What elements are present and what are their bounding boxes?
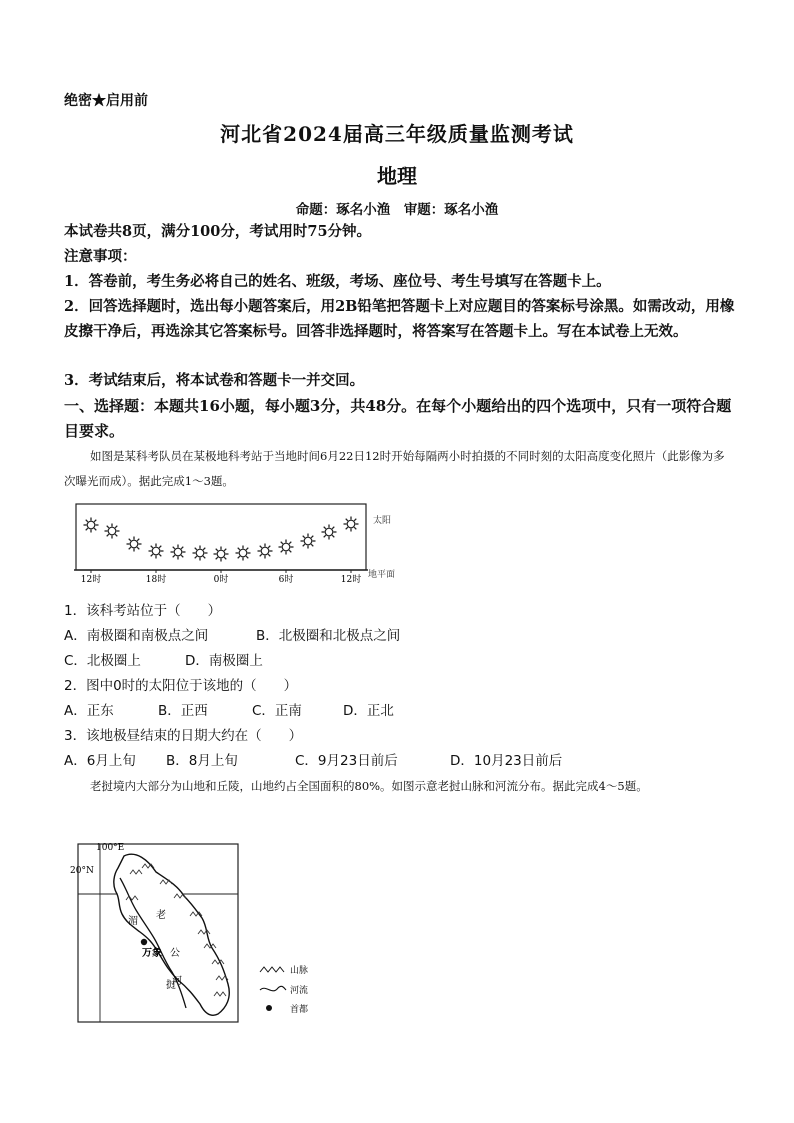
sun-series: [84, 517, 359, 562]
legend-river-label: 河流: [290, 986, 309, 996]
capital-label: 万象: [142, 948, 162, 959]
latitude-label: 20°N: [70, 866, 94, 876]
sun-exposure: [301, 534, 316, 549]
sun-exposure: [214, 547, 229, 562]
legend-capital-label: 首都: [290, 1005, 309, 1015]
longitude-label: 100°E: [96, 843, 125, 853]
sun-exposure: [236, 546, 251, 561]
legend-river-icon: [260, 986, 286, 991]
sun-altitude-figure: [64, 498, 404, 584]
sun-exposure: [258, 544, 273, 559]
sun-label: 太阳: [373, 516, 392, 526]
river-char-2: 公: [170, 948, 180, 959]
sun-exposure: [344, 517, 359, 532]
legend-capital-icon: [266, 1005, 272, 1011]
note-2: 2．回答选择题时，选出每小题答案后，用2B铅笔把答题卡上对应题目的答案标号涂黑。如需改动，用橡皮擦干净后，再选涂其它答案标号。回答非选择题时，将答案写在答题卡上。写在本试卷上无效。: [64, 298, 735, 340]
country-char-2: 挝: [166, 980, 176, 991]
capital-dot: [141, 939, 147, 945]
section-heading: 一、选择题：本题共16小题，每小题3分，共48分。在每个小题给出的四个选项中，只有一项符合题目要求。: [64, 397, 732, 440]
q2-option-c[interactable]: C．正南: [252, 703, 302, 719]
sun-exposure: [193, 546, 208, 561]
q1-option-b[interactable]: B．北极圈和北极点之间: [256, 628, 401, 644]
country-outline: [114, 854, 229, 1015]
note-3: 3．考试结束后，将本试卷和答题卡一并交回。: [64, 372, 365, 389]
passage-2: 老挝境内大部分为山地和丘陵，山地约占全国面积的80%。如图示意老挝山脉和河流分布。据此完成4～5题。: [90, 779, 648, 793]
q2-option-a[interactable]: A．正东: [64, 703, 114, 719]
q2-stem: 2．图中0时的太阳位于该地的（ ）: [64, 678, 298, 694]
passage-1: 如图是某科考队员在某极地科考站于当地时间6月22日12时开始每隔两小时拍摄的不同时刻的太阳高度变化照片（此影像为多次曝光而成）。据此完成1～3题。: [64, 449, 725, 488]
q1-option-d[interactable]: D．南极圈上: [185, 653, 263, 669]
author-line: 命题：琢名小渔 审题：琢名小渔: [295, 202, 499, 218]
tick-label-6h: 6时: [278, 575, 294, 584]
q3-option-a[interactable]: A．6月上旬: [64, 753, 136, 769]
tick-label-12h-start: 12时: [80, 575, 102, 584]
legend-mountain-icon: [260, 967, 284, 972]
q1-option-a[interactable]: A．南极圈和南极点之间: [64, 628, 209, 644]
sun-exposure: [171, 545, 186, 560]
q3-option-d[interactable]: D．10月23日前后: [450, 753, 563, 769]
sun-exposure: [322, 525, 337, 540]
legend-mountain-label: 山脉: [290, 966, 309, 976]
river-char-1: 湄: [128, 916, 138, 927]
tick-label-12h-end: 12时: [340, 575, 362, 584]
sun-exposure: [279, 540, 294, 555]
q1-options-2: [64, 651, 263, 671]
q2-option-b[interactable]: B．正西: [158, 703, 208, 719]
subject-title: 地理: [377, 164, 417, 188]
q1-options: [64, 626, 400, 646]
map-legend: [260, 964, 308, 1015]
laos-map: [64, 838, 334, 1028]
q2-option-d[interactable]: D．正北: [343, 703, 394, 719]
river-char-3: 河: [172, 976, 182, 987]
q3-stem: 3．该地极昼结束的日期大约在（ ）: [64, 728, 303, 744]
sun-exposure: [105, 524, 120, 539]
tick-label-0h: 0时: [213, 575, 229, 584]
note-1: 1．答卷前，考生务必将自己的姓名、班级，考场、座位号、考生号填写在答题卡上。: [64, 273, 611, 290]
q2-options: [64, 701, 394, 721]
q1-stem: 1．该科考站位于（ ）: [64, 603, 222, 619]
q3-option-b[interactable]: B．8月上旬: [166, 753, 238, 769]
notes-title: 注意事项：: [64, 248, 137, 265]
q3-option-c[interactable]: C．9月23日前后: [295, 753, 398, 769]
horizon-label: 地平面: [368, 570, 396, 580]
q1-option-c[interactable]: C．北极圈上: [64, 653, 141, 669]
q3-options: [64, 751, 562, 771]
sun-exposure: [127, 537, 142, 552]
sun-exposure: [84, 518, 99, 533]
confidential-label: 绝密★启用前: [64, 93, 148, 109]
exam-summary: 本试卷共8页，满分100分，考试用时75分钟。: [64, 223, 372, 240]
tick-label-18h: 18时: [145, 575, 167, 584]
country-char-1: 老: [156, 910, 166, 921]
sun-exposure: [149, 544, 164, 559]
exam-title: 河北省2024届高三年级质量监测考试: [220, 122, 574, 146]
